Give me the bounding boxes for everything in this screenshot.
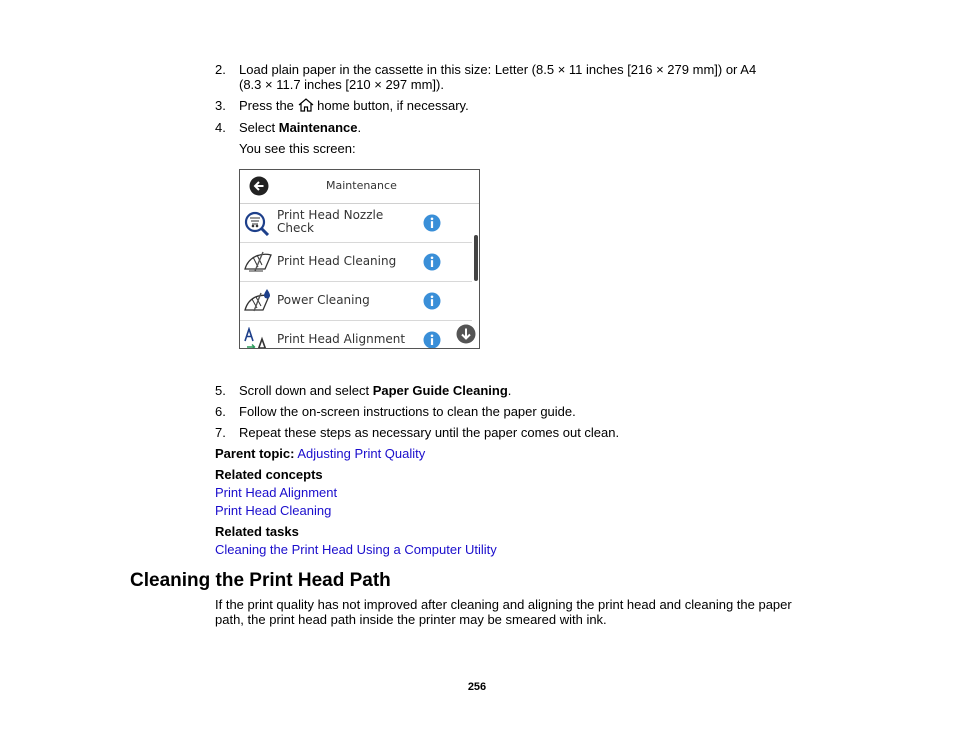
menu-item-label: Print Head Cleaning [277, 254, 397, 268]
step-number: 6. [215, 404, 226, 419]
screen-header [240, 170, 479, 204]
head-cleaning-icon [243, 249, 273, 275]
step-number: 4. [215, 120, 226, 135]
scroll-down-icon[interactable] [456, 324, 476, 344]
parent-topic-link[interactable]: Adjusting Print Quality [297, 446, 426, 461]
section-heading: Cleaning the Print Head Path [130, 570, 391, 591]
menu-item-head-alignment[interactable] [240, 321, 472, 349]
step-text: Load plain paper in the cassette in this size: Letter (8.5 × 11 inches [216 × 279 mm]) or A4 (8.3 × 11.7 inches [210 × 297 mm]). [239, 62, 757, 92]
menu-item-power-cleaning[interactable] [240, 282, 472, 321]
head-alignment-icon [243, 327, 273, 349]
power-cleaning-icon [243, 288, 273, 314]
step-number: 3. [215, 98, 226, 113]
nozzle-check-icon [243, 210, 273, 236]
screen-title: Maintenance [326, 179, 397, 192]
step-text: Select Maintenance. [239, 120, 362, 135]
related-tasks-heading: Related tasks [215, 524, 299, 539]
info-icon[interactable] [423, 214, 441, 232]
page-number: 256 [467, 681, 487, 693]
menu-item-nozzle-check[interactable] [240, 204, 472, 243]
home-icon [298, 98, 314, 112]
section-paragraph: If the print quality has not improved after cleaning and aligning the print head and cleaning the paper path, the print head path inside the printer may be smeared with ink. [215, 597, 792, 627]
step-number: 2. [215, 62, 226, 77]
link-print-head-alignment[interactable]: Print Head Alignment [215, 485, 338, 500]
menu-item-label: Print Head Nozzle Check [277, 208, 384, 235]
step-text: Repeat these steps as necessary until the paper comes out clean. [239, 425, 620, 440]
link-cleaning-print-head-utility[interactable]: Cleaning the Print Head Using a Computer Utility [215, 542, 497, 557]
link-print-head-cleaning[interactable]: Print Head Cleaning [215, 503, 332, 518]
related-concepts-heading: Related concepts [215, 467, 323, 482]
you-see-text: You see this screen: [239, 141, 356, 156]
parent-topic-label: Parent topic: [215, 446, 295, 461]
menu-item-label: Print Head Alignment [277, 332, 406, 346]
step-text: Scroll down and select Paper Guide Cleaning. [239, 383, 512, 398]
maintenance-screen [239, 169, 480, 349]
info-icon[interactable] [423, 331, 441, 349]
step-number: 7. [215, 425, 226, 440]
menu-item-label: Power Cleaning [277, 293, 370, 307]
step-number: 5. [215, 383, 226, 398]
back-arrow-icon[interactable] [249, 176, 269, 196]
menu-item-head-cleaning[interactable] [240, 243, 472, 282]
step-text: Follow the on-screen instructions to clean the paper guide. [239, 404, 576, 419]
scrollbar[interactable] [474, 235, 478, 281]
parent-topic [215, 446, 425, 461]
info-icon[interactable] [423, 292, 441, 310]
step-text: Press the home button, if necessary. [239, 98, 469, 113]
info-icon[interactable] [423, 253, 441, 271]
